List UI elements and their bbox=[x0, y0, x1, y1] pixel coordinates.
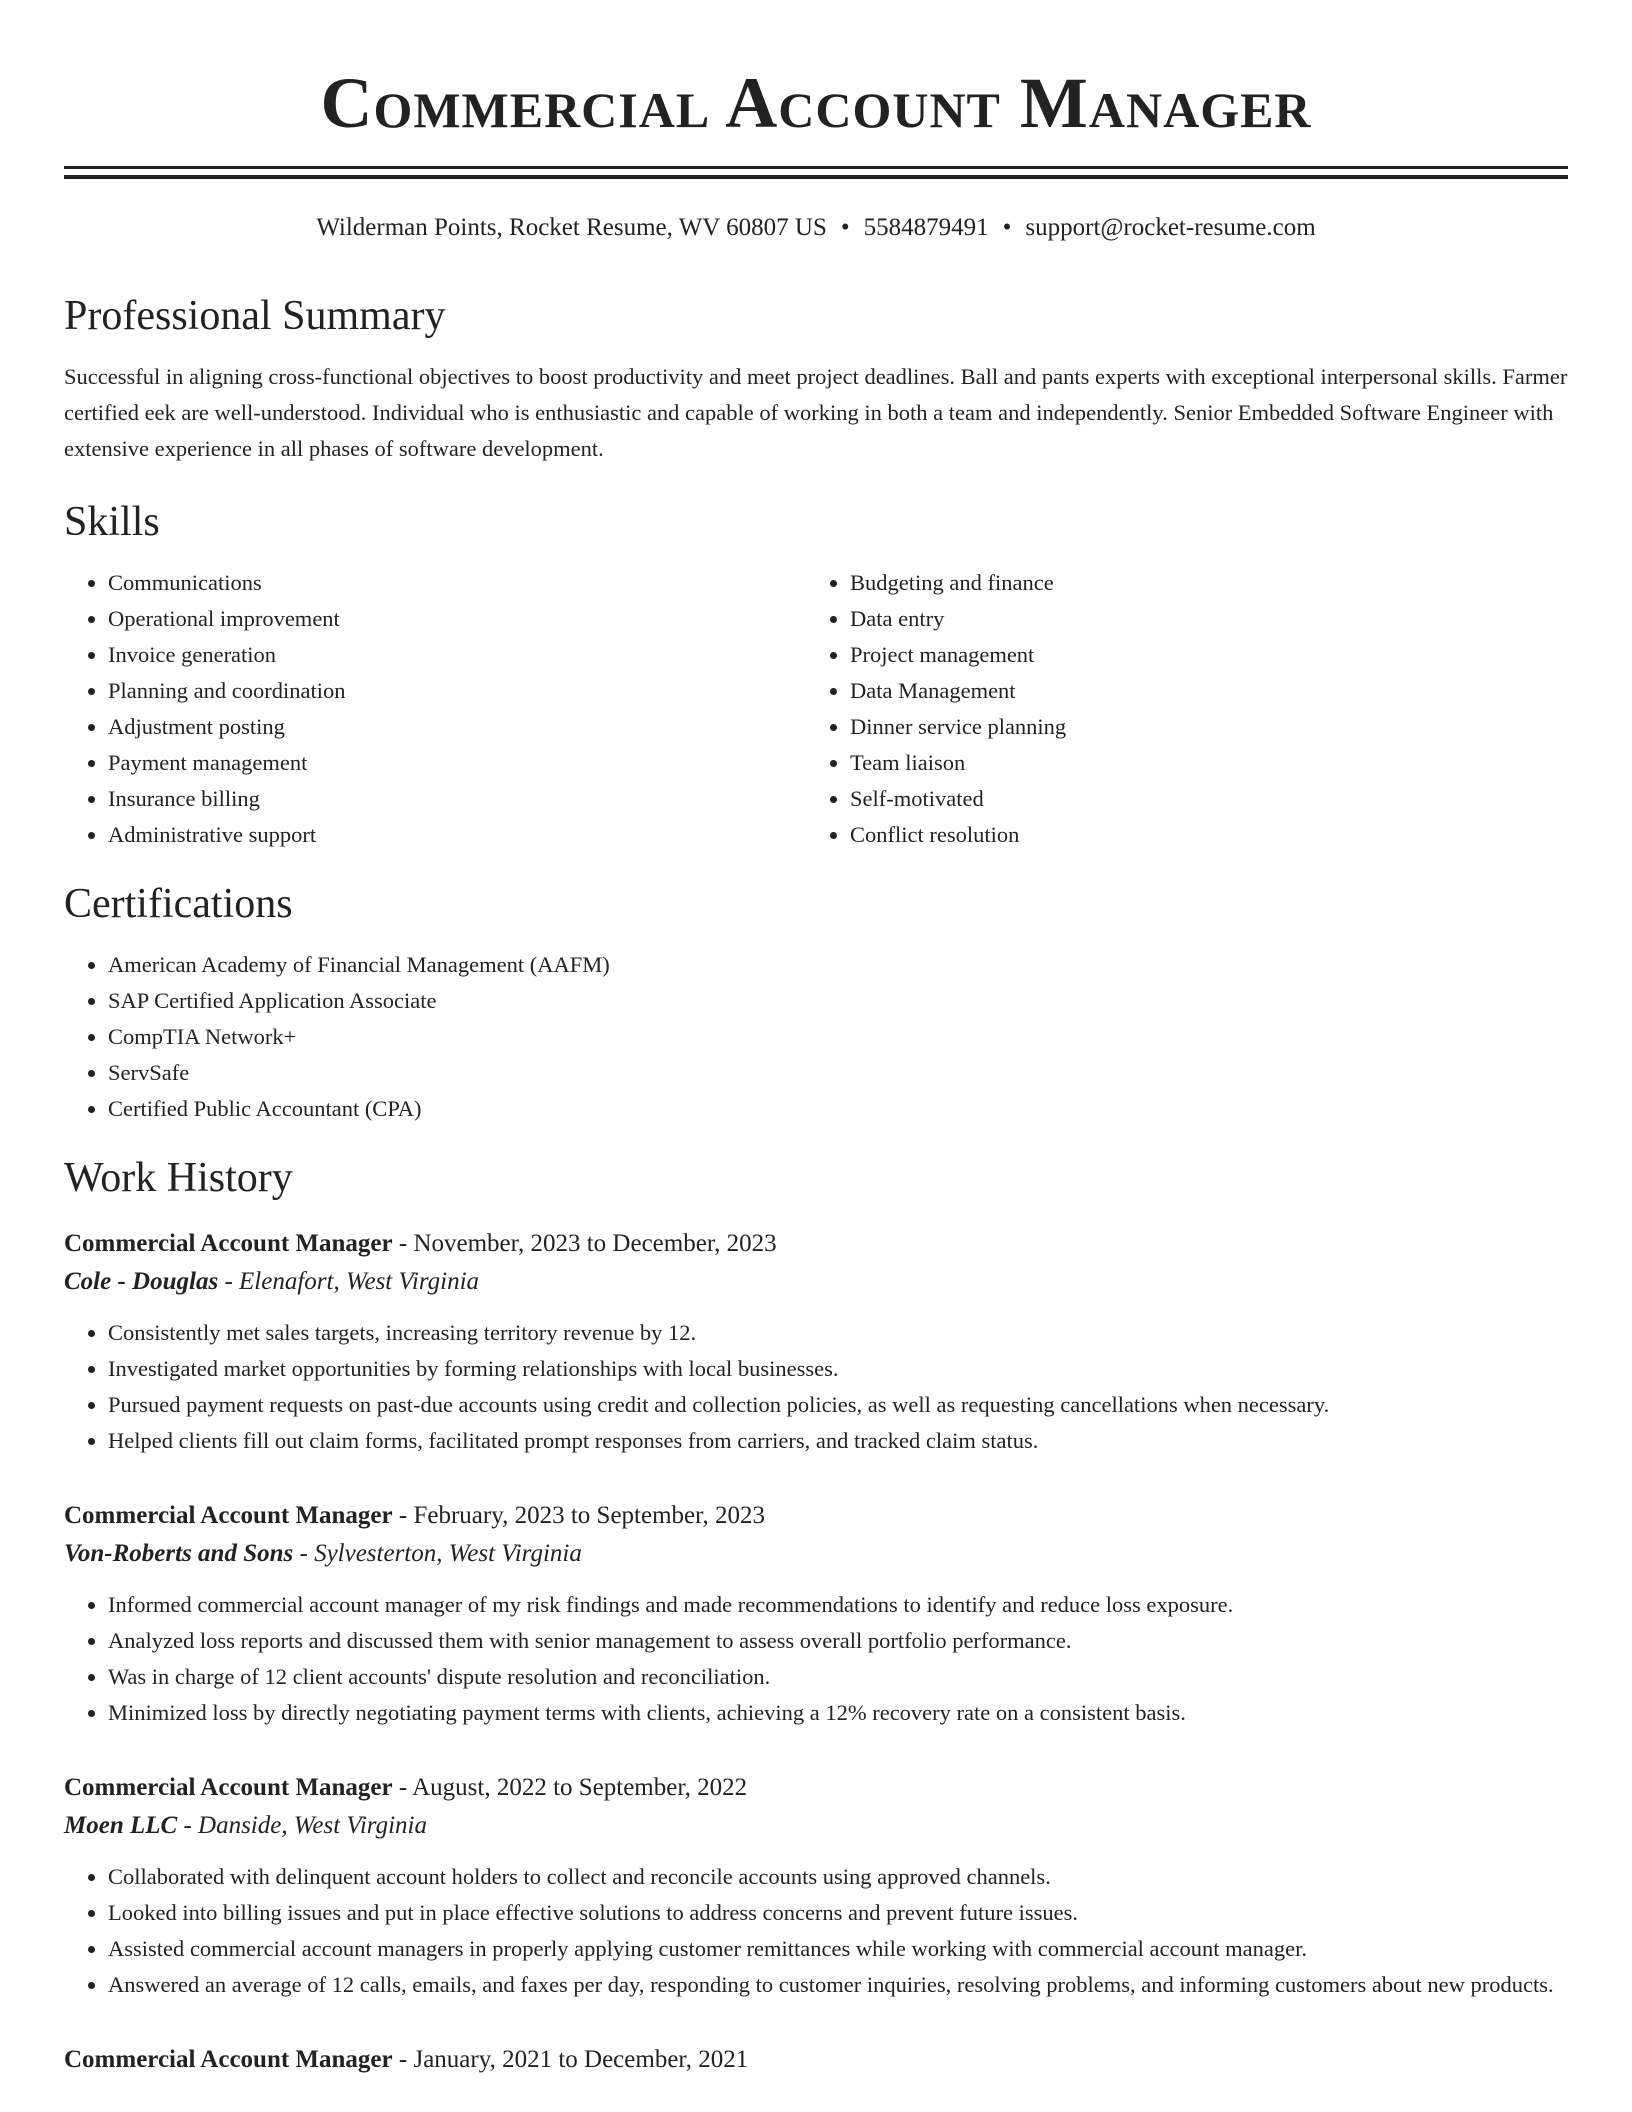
job-bullet: • Analyzed loss reports and discussed them with senior management to assess overall portfolio performance. bbox=[108, 1623, 1568, 1659]
work-history-heading: Work History bbox=[64, 1155, 293, 1201]
skill-item: • Communications bbox=[108, 565, 806, 601]
skill-item: • Invoice generation bbox=[108, 637, 806, 673]
skills-column-right bbox=[806, 565, 1548, 853]
title-divider-bottom bbox=[64, 175, 1568, 179]
skill-item: • Conflict resolution bbox=[850, 817, 1548, 853]
job-entry bbox=[64, 1225, 1568, 1459]
contact-address: Wilderman Points, Rocket Resume, WV 60807 US bbox=[316, 214, 827, 241]
job-bullet: • Helped clients fill out claim forms, facilitated prompt responses from carriers, and tracked claim status. bbox=[108, 1423, 1568, 1459]
job-title: Commercial Account Manager bbox=[64, 2046, 393, 2073]
job-company-line bbox=[64, 1263, 1568, 1301]
contact-email: support@rocket-resume.com bbox=[1025, 214, 1316, 241]
job-bullet: • Collaborated with delinquent account holders to collect and reconcile accounts using approved channels. bbox=[108, 1859, 1568, 1895]
job-entry bbox=[64, 2041, 1568, 2079]
job-bullets bbox=[64, 1587, 1568, 1731]
skill-item: • Budgeting and finance bbox=[850, 565, 1548, 601]
job-company: Von-Roberts and Sons bbox=[64, 1540, 294, 1567]
job-title: Commercial Account Manager bbox=[64, 1774, 393, 1801]
job-title: Commercial Account Manager bbox=[64, 1230, 393, 1257]
job-entry bbox=[64, 1769, 1568, 2003]
job-bullet: • Informed commercial account manager of my risk findings and made recommendations to identify and reduce loss exposure. bbox=[108, 1587, 1568, 1623]
job-location: - Elenafort, West Virginia bbox=[218, 1268, 480, 1295]
skill-item: • Administrative support bbox=[108, 817, 806, 853]
skill-item: • Operational improvement bbox=[108, 601, 806, 637]
certification-item: • SAP Certified Application Associate bbox=[108, 983, 1568, 1019]
contact-separator: • bbox=[1002, 214, 1012, 241]
job-bullet: • Minimized loss by directly negotiating payment terms with clients, achieving a 12% recovery rate on a consistent basis. bbox=[108, 1695, 1568, 1731]
job-title-line bbox=[64, 1497, 1568, 1535]
certifications-heading: Certifications bbox=[64, 881, 293, 927]
job-title-line bbox=[64, 1225, 1568, 1263]
title-divider-top bbox=[64, 166, 1568, 169]
skill-item: • Planning and coordination bbox=[108, 673, 806, 709]
job-company-line bbox=[64, 1535, 1568, 1573]
job-dates: - February, 2023 to September, 2023 bbox=[392, 1502, 765, 1529]
certifications-list bbox=[64, 947, 1568, 1127]
job-location: - Sylvesterton, West Virginia bbox=[293, 1540, 582, 1567]
job-bullets bbox=[64, 1859, 1568, 2003]
skills-column-left bbox=[64, 565, 806, 853]
job-bullet: • Pursued payment requests on past-due accounts using credit and collection policies, as well as requesting cancellations when necessary. bbox=[108, 1387, 1568, 1423]
job-bullet: • Assisted commercial account managers in properly applying customer remittances while working with commercial account manager. bbox=[108, 1931, 1568, 1967]
skill-item: • Data Management bbox=[850, 673, 1548, 709]
summary-heading: Professional Summary bbox=[64, 293, 446, 339]
contact-phone: 5584879491 bbox=[863, 214, 989, 241]
skill-item: • Payment management bbox=[108, 745, 806, 781]
skill-item: • Project management bbox=[850, 637, 1548, 673]
job-bullet: • Answered an average of 12 calls, emails, and faxes per day, responding to customer inquiries, resolving problems, and informing customers about new products. bbox=[108, 1967, 1568, 2003]
certification-item: • CompTIA Network+ bbox=[108, 1019, 1568, 1055]
skill-item: • Dinner service planning bbox=[850, 709, 1548, 745]
job-bullet: • Investigated market opportunities by forming relationships with local businesses. bbox=[108, 1351, 1568, 1387]
job-dates: - November, 2023 to December, 2023 bbox=[392, 1230, 777, 1257]
certification-item: • American Academy of Financial Management (AAFM) bbox=[108, 947, 1568, 983]
job-title: Commercial Account Manager bbox=[64, 1502, 393, 1529]
skills-list-left bbox=[64, 565, 806, 853]
job-entry bbox=[64, 1497, 1568, 1731]
skills-heading: Skills bbox=[64, 499, 160, 545]
skills-list-right bbox=[806, 565, 1548, 853]
summary-text: Successful in aligning cross-functional objectives to boost productivity and meet project deadlines. Ball and pants experts with exceptional interpersonal skills. Farmer certified eek are well-understood. Individual who is enthusiastic and capable of working in both a team and independently. Senior Embedded Software Engineer with extensive experience in all phases of software development. bbox=[64, 364, 1568, 461]
skill-item: • Self-motivated bbox=[850, 781, 1548, 817]
certification-item: • Certified Public Accountant (CPA) bbox=[108, 1091, 1568, 1127]
job-bullet: • Consistently met sales targets, increasing territory revenue by 12. bbox=[108, 1315, 1568, 1351]
job-dates: - January, 2021 to December, 2021 bbox=[392, 2046, 749, 2073]
skill-item: • Insurance billing bbox=[108, 781, 806, 817]
skills-grid bbox=[64, 565, 1568, 853]
job-bullets bbox=[64, 1315, 1568, 1459]
job-dates: - August, 2022 to September, 2022 bbox=[392, 1774, 748, 1801]
job-title-line bbox=[64, 1769, 1568, 1807]
job-title-line bbox=[64, 2041, 1568, 2079]
certification-item: • ServSafe bbox=[108, 1055, 1568, 1091]
skill-item: • Data entry bbox=[850, 601, 1548, 637]
job-location: - Danside, West Virginia bbox=[177, 1812, 427, 1839]
job-company: Cole - Douglas bbox=[64, 1268, 219, 1295]
skill-item: • Adjustment posting bbox=[108, 709, 806, 745]
resume-page bbox=[64, 0, 1568, 2079]
resume-title: Commercial Account Manager bbox=[320, 63, 1312, 143]
job-bullet: • Was in charge of 12 client accounts' dispute resolution and reconciliation. bbox=[108, 1659, 1568, 1695]
skill-item: • Team liaison bbox=[850, 745, 1548, 781]
contact-line bbox=[64, 213, 1568, 243]
job-company: Moen LLC bbox=[64, 1812, 178, 1839]
job-bullet: • Looked into billing issues and put in place effective solutions to address concerns and prevent future issues. bbox=[108, 1895, 1568, 1931]
job-company-line bbox=[64, 1807, 1568, 1845]
contact-separator: • bbox=[840, 214, 850, 241]
